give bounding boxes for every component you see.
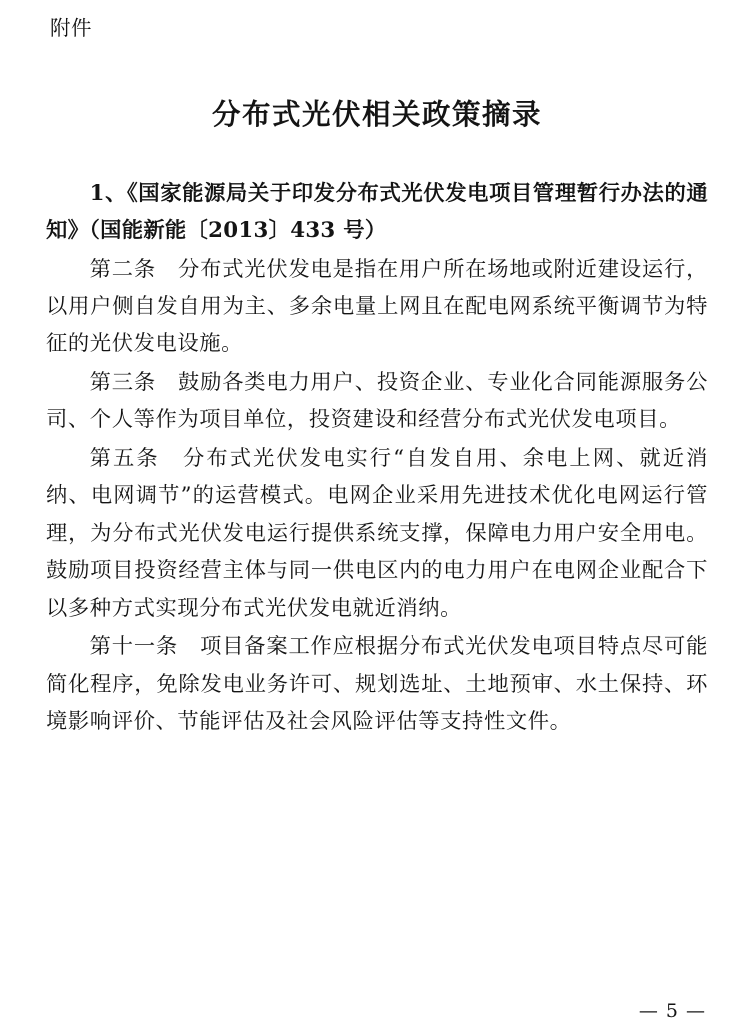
attachment-label: 附件 xyxy=(50,16,92,40)
policy-1-heading: 1、《国家能源局关于印发分布式光伏发电项目管理暂行办法的通知》（国能新能〔2013〕433 号） xyxy=(46,180,708,244)
page-title: 分布式光伏相关政策摘录 xyxy=(211,96,542,131)
document-body xyxy=(46,175,708,741)
article-5-paragraph: 第五条 分布式光伏发电实行“自发自用、余电上网、就近消纳、电网调节”的运营模式。电网企业采用先进技术优化电网运行管理，为分布式光伏发电运行提供系统支撑，保障电力用户安全用电。鼓励项目投资经营主体与同一供电区内的电力用户在电网企业配合下以多种方式实现分布式光伏发电就近消纳。 xyxy=(46,445,708,621)
article-11-paragraph: 第十一条 项目备案工作应根据分布式光伏发电项目特点尽可能简化程序，免除发电业务许可、规划选址、土地预审、水土保持、环境影响评价、节能评估及社会风险评估等支持性文件。 xyxy=(46,634,708,735)
article-3-paragraph: 第三条 鼓励各类电力用户、投资企业、专业化合同能源服务公司、个人等作为项目单位，投资建设和经营分布式光伏发电项目。 xyxy=(46,369,708,433)
page-number: — 5 — xyxy=(638,1000,706,1022)
article-2-paragraph: 第二条 分布式光伏发电是指在用户所在场地或附近建设运行，以用户侧自发自用为主、多余电量上网且在配电网系统平衡调节为特征的光伏发电设施。 xyxy=(46,256,708,357)
